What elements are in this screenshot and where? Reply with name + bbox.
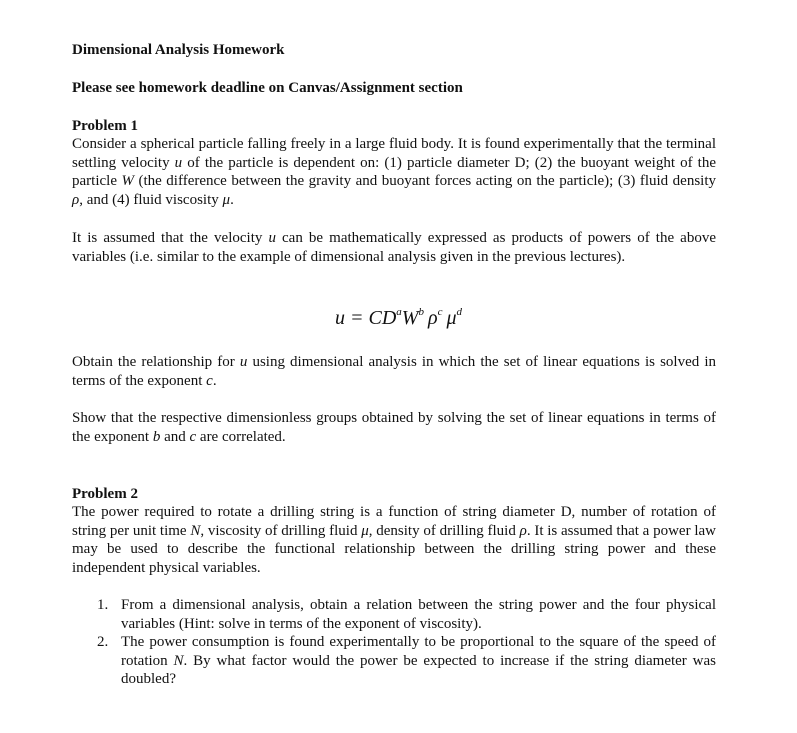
text-run: , and (4) fluid viscosity [79, 191, 223, 208]
list-number: 2. [97, 634, 109, 651]
problem-2-heading: Problem 2 [72, 486, 138, 502]
text-run: . By what factor would the power be expected to increase if the string diameter was doubled? [121, 652, 717, 688]
text-run: . [230, 191, 234, 208]
text-run: Obtain the relationship for [72, 354, 240, 370]
list-item [97, 596, 716, 633]
power-law-equation [0, 306, 797, 330]
variable-c: c [189, 428, 197, 445]
text-run: . [212, 372, 217, 389]
eq-equals: = [344, 307, 369, 329]
variable-mu: μ [222, 191, 231, 208]
text-run: , viscosity of drilling fluid [200, 522, 362, 539]
variable-c: c [206, 372, 213, 389]
text-run: , density of drilling fluid [368, 522, 520, 539]
problem-2-task-list [97, 596, 717, 689]
variable-rho: ρ [519, 522, 527, 539]
variable-n: N [190, 522, 201, 539]
text-run: It is assumed that the velocity [72, 230, 269, 246]
eq-rho: ρ [427, 307, 438, 329]
text-run: are correlated. [196, 428, 286, 445]
eq-exp-a: a [396, 306, 402, 318]
text-run: can be mathematically expressed as products of powers of the above variables (i.e. similar to the example of dimensional analysis given in the previous lectures). [72, 230, 716, 265]
text-run: The power consumption is found experimentally to be proportional to the square of the speed of rotation [121, 634, 716, 669]
variable-n: N [173, 652, 184, 669]
text-run: The power required to rotate a drilling string is a function of string diameter D, number of rotation of string per unit time [72, 504, 716, 539]
text-run: . It is assumed that a power law may be used to describe the functional relationship between the drilling string power and these independent physical variables. [72, 522, 716, 576]
problem-2-description [72, 503, 716, 577]
eq-constant: C [368, 307, 382, 329]
text-run: using dimensional analysis in which the set of linear equations is solved in terms of the exponent [72, 354, 716, 389]
text-run: of the particle is dependent on: (1) particle diameter D; (2) the buoyant weight of the particle [72, 154, 716, 190]
text-run: and [160, 428, 190, 445]
list-item [97, 633, 717, 689]
problem-1-description [72, 135, 716, 209]
variable-rho: ρ [72, 191, 80, 208]
variable-b: b [152, 428, 161, 445]
eq-exp-c: c [437, 306, 443, 318]
problem-1-assumption [72, 229, 716, 266]
text-run: (the difference between the gravity and buoyant forces acting on the particle); (3) fluid density [133, 173, 716, 190]
eq-exp-d: d [456, 306, 462, 318]
eq-exp-b: b [418, 306, 424, 318]
variable-w: W [121, 173, 134, 190]
variable-mu: μ [361, 522, 369, 539]
variable-u: u [174, 154, 183, 171]
eq-d: D [381, 307, 397, 329]
text-run: Consider a spherical particle falling freely in a large fluid body. It is found experimentally that the terminal settling velocity [72, 136, 716, 171]
variable-u: u [239, 354, 248, 370]
document-title: Dimensional Analysis Homework [72, 42, 285, 58]
deadline-note: Please see homework deadline on Canvas/Assignment section [72, 80, 463, 96]
eq-mu: μ [446, 307, 457, 329]
eq-w: W [401, 307, 419, 329]
variable-u: u [268, 230, 276, 246]
text-run: Show that the respective dimensionless groups obtained by solving the set of linear equations in terms of the exponent [72, 410, 716, 445]
problem-1-heading: Problem 1 [72, 118, 138, 134]
eq-lhs: u [334, 307, 345, 329]
problem-1-task-2 [72, 409, 716, 446]
problem-1-task-1 [72, 353, 716, 390]
list-number: 1. [97, 597, 109, 613]
text-run: From a dimensional analysis, obtain a relation between the string power and the four physical variables (Hint: solve in terms of the exponent of viscosity). [121, 597, 716, 632]
